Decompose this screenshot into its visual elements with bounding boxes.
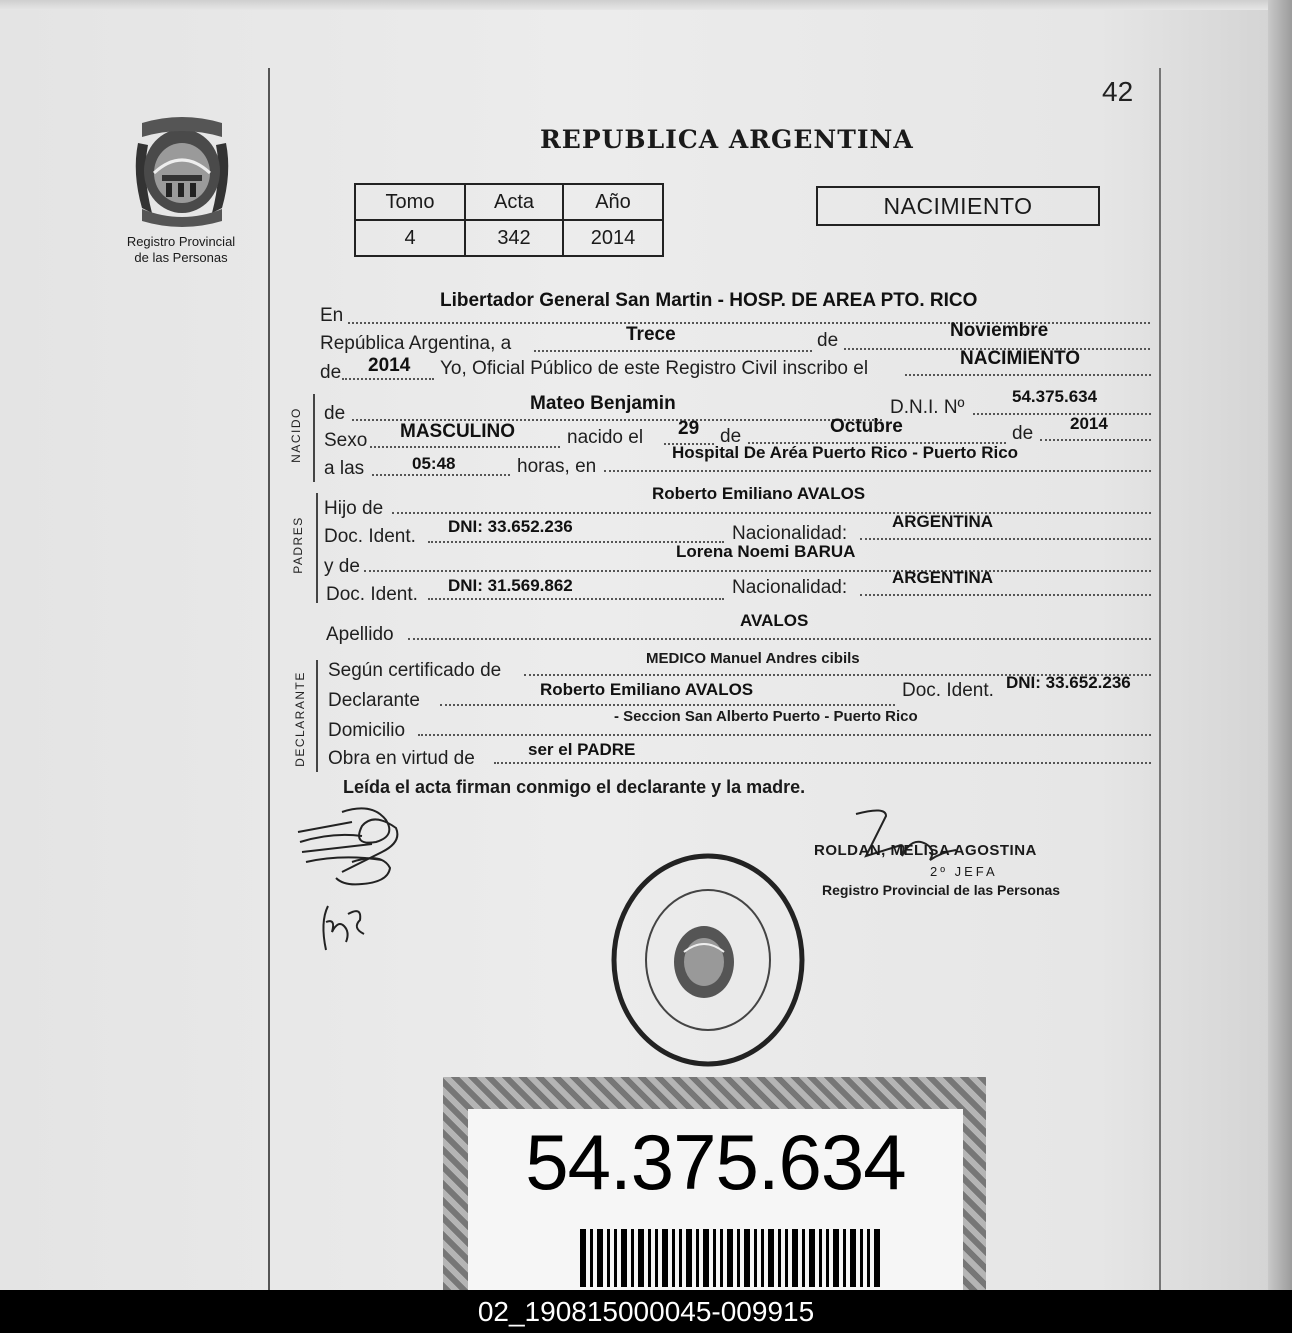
domicilio-label: Domicilio xyxy=(328,720,406,741)
father-name: Roberto Emiliano AVALOS xyxy=(652,484,866,503)
apellido-label: Apellido xyxy=(326,624,394,645)
dni-label: D.N.I. Nº xyxy=(890,397,965,418)
value-acta: 342 xyxy=(465,220,563,256)
certificado-value: MEDICO Manuel Andres cibils xyxy=(646,650,860,667)
father-nat-dotted-line xyxy=(860,538,1151,540)
de-label-3: de xyxy=(324,403,346,424)
declarante-dotted-line xyxy=(440,704,895,706)
record-type-box: NACIMIENTO xyxy=(816,186,1100,226)
sticker-label-area xyxy=(468,1109,963,1290)
official-role: 2º JEFA xyxy=(930,864,998,879)
mother-name: Lorena Noemi BARUA xyxy=(676,542,856,561)
sexo-label: Sexo xyxy=(324,430,368,451)
mother-nat-dotted-line xyxy=(860,594,1151,596)
de-label-5: de xyxy=(1012,423,1034,444)
father-doc-label: Doc. Ident. xyxy=(324,526,416,547)
mother-doc-label: Doc. Ident. xyxy=(326,584,418,605)
birth-hour: 05:48 xyxy=(412,454,456,473)
father-dotted-line xyxy=(392,512,1151,514)
certificado-label: Según certificado de xyxy=(328,660,502,681)
inscribed-event: NACIMIENTO xyxy=(960,348,1080,369)
a-las-label: a las xyxy=(324,458,365,479)
domicilio-value: - Seccion San Alberto Puerto - Puerto Rico xyxy=(614,708,918,725)
mother-dotted-line xyxy=(364,570,1151,572)
mother-nationality: ARGENTINA xyxy=(892,568,994,587)
obra-label: Obra en virtud de xyxy=(328,748,475,769)
en-label: En xyxy=(320,305,344,326)
horas-label: horas, en xyxy=(517,456,597,477)
place-dotted-line xyxy=(604,470,1151,472)
dni-dotted-line xyxy=(973,413,1151,415)
value-anio: 2014 xyxy=(563,220,663,256)
day-dotted-line xyxy=(534,350,812,352)
father-nationality: ARGENTINA xyxy=(892,512,994,531)
de-label-4: de xyxy=(720,426,742,447)
birth-year-dotted-line xyxy=(1040,439,1151,441)
agency-name-line1: Registro Provincial xyxy=(126,234,236,249)
header-tomo: Tomo xyxy=(355,184,465,220)
sexo-dotted-line xyxy=(370,446,560,448)
right-margin-rule xyxy=(1159,68,1161,1290)
place-of-record: Libertador General San Martin - HOSP. DE AREA PTO. RICO xyxy=(440,290,978,311)
record-year: 2014 xyxy=(368,355,411,376)
mother-nat-label: Nacionalidad: xyxy=(732,577,848,598)
sticker-dni-number: 54.375.634 xyxy=(525,1118,906,1206)
mother-doc-dotted-line xyxy=(428,598,724,600)
hour-dotted-line xyxy=(372,474,510,476)
declarant-signature xyxy=(292,802,412,958)
header-acta: Acta xyxy=(465,184,563,220)
apellido-dotted-line xyxy=(408,638,1151,640)
padres-side-label: PADRES xyxy=(291,516,305,574)
nacido-el-label: nacido el xyxy=(567,427,644,448)
volume-table-value-row xyxy=(355,220,663,256)
oficial-statement: Yo, Oficial Público de este Registro Civil inscribo el xyxy=(440,358,869,379)
nacido-side-label: NACIDO xyxy=(289,407,303,463)
declarante-doc: DNI: 33.652.236 xyxy=(1006,673,1131,692)
child-name: Mateo Benjamin xyxy=(530,393,676,414)
nacido-bracket xyxy=(313,394,315,482)
obra-value: ser el PADRE xyxy=(528,740,636,759)
document-title: REPUBLICA ARGENTINA xyxy=(540,125,914,154)
de-label-1: de xyxy=(817,330,839,351)
registry-oval-stamp xyxy=(608,852,808,1068)
page-number: 42 xyxy=(1102,76,1134,107)
mother-doc: DNI: 31.569.862 xyxy=(448,576,573,595)
volume-table xyxy=(354,183,664,257)
birth-year: 2014 xyxy=(1070,414,1108,433)
value-tomo: 4 xyxy=(355,220,465,256)
obra-dotted-line xyxy=(494,762,1151,764)
de-label-2: de xyxy=(320,362,342,383)
declarante-name: Roberto Emiliano AVALOS xyxy=(540,680,754,699)
record-month: Noviembre xyxy=(950,320,1049,341)
birth-month: Octubre xyxy=(830,416,903,437)
y-de-label: y de xyxy=(324,556,360,577)
official-agency: Registro Provincial de las Personas xyxy=(822,882,1061,898)
child-dni: 54.375.634 xyxy=(1012,387,1098,406)
province-seal-logo xyxy=(128,113,236,229)
domicilio-dotted-line xyxy=(418,734,1151,736)
republica-label: República Argentina, a xyxy=(320,333,512,354)
declarante-side-label: DECLARANTE xyxy=(293,671,307,767)
volume-table-header-row xyxy=(355,184,663,220)
scan-footer-id: 02_190815000045-009915 xyxy=(0,1290,1292,1333)
page-top-edge xyxy=(0,0,1268,10)
official-name: ROLDAN, MELISA AGOSTINA xyxy=(814,842,1037,859)
page-right-edge xyxy=(1268,0,1292,1290)
birth-place: Hospital De Aréa Puerto Rico - Puerto Rico xyxy=(672,443,1019,462)
apellido-value: AVALOS xyxy=(740,611,809,630)
left-margin-rule xyxy=(268,68,270,1290)
hijo-de-label: Hijo de xyxy=(324,498,384,519)
record-day: Trece xyxy=(626,324,676,345)
father-doc: DNI: 33.652.236 xyxy=(448,517,573,536)
closing-statement: Leída el acta firman conmigo el declarante y la madre. xyxy=(343,777,806,797)
father-nat-label: Nacionalidad: xyxy=(732,523,848,544)
declarante-bracket xyxy=(316,660,318,772)
year-dotted-line xyxy=(342,378,434,380)
declarante-label: Declarante xyxy=(328,690,420,711)
agency-name-line2: de las Personas xyxy=(134,250,228,265)
child-sex: MASCULINO xyxy=(400,421,516,442)
padres-bracket xyxy=(316,493,318,603)
dni-sticker xyxy=(443,1077,986,1290)
header-anio: Año xyxy=(563,184,663,220)
birth-day: 29 xyxy=(678,418,700,439)
barcode xyxy=(580,1229,880,1287)
declarante-doc-label: Doc. Ident. xyxy=(902,680,994,701)
inscribo-dotted-line xyxy=(905,374,1151,376)
